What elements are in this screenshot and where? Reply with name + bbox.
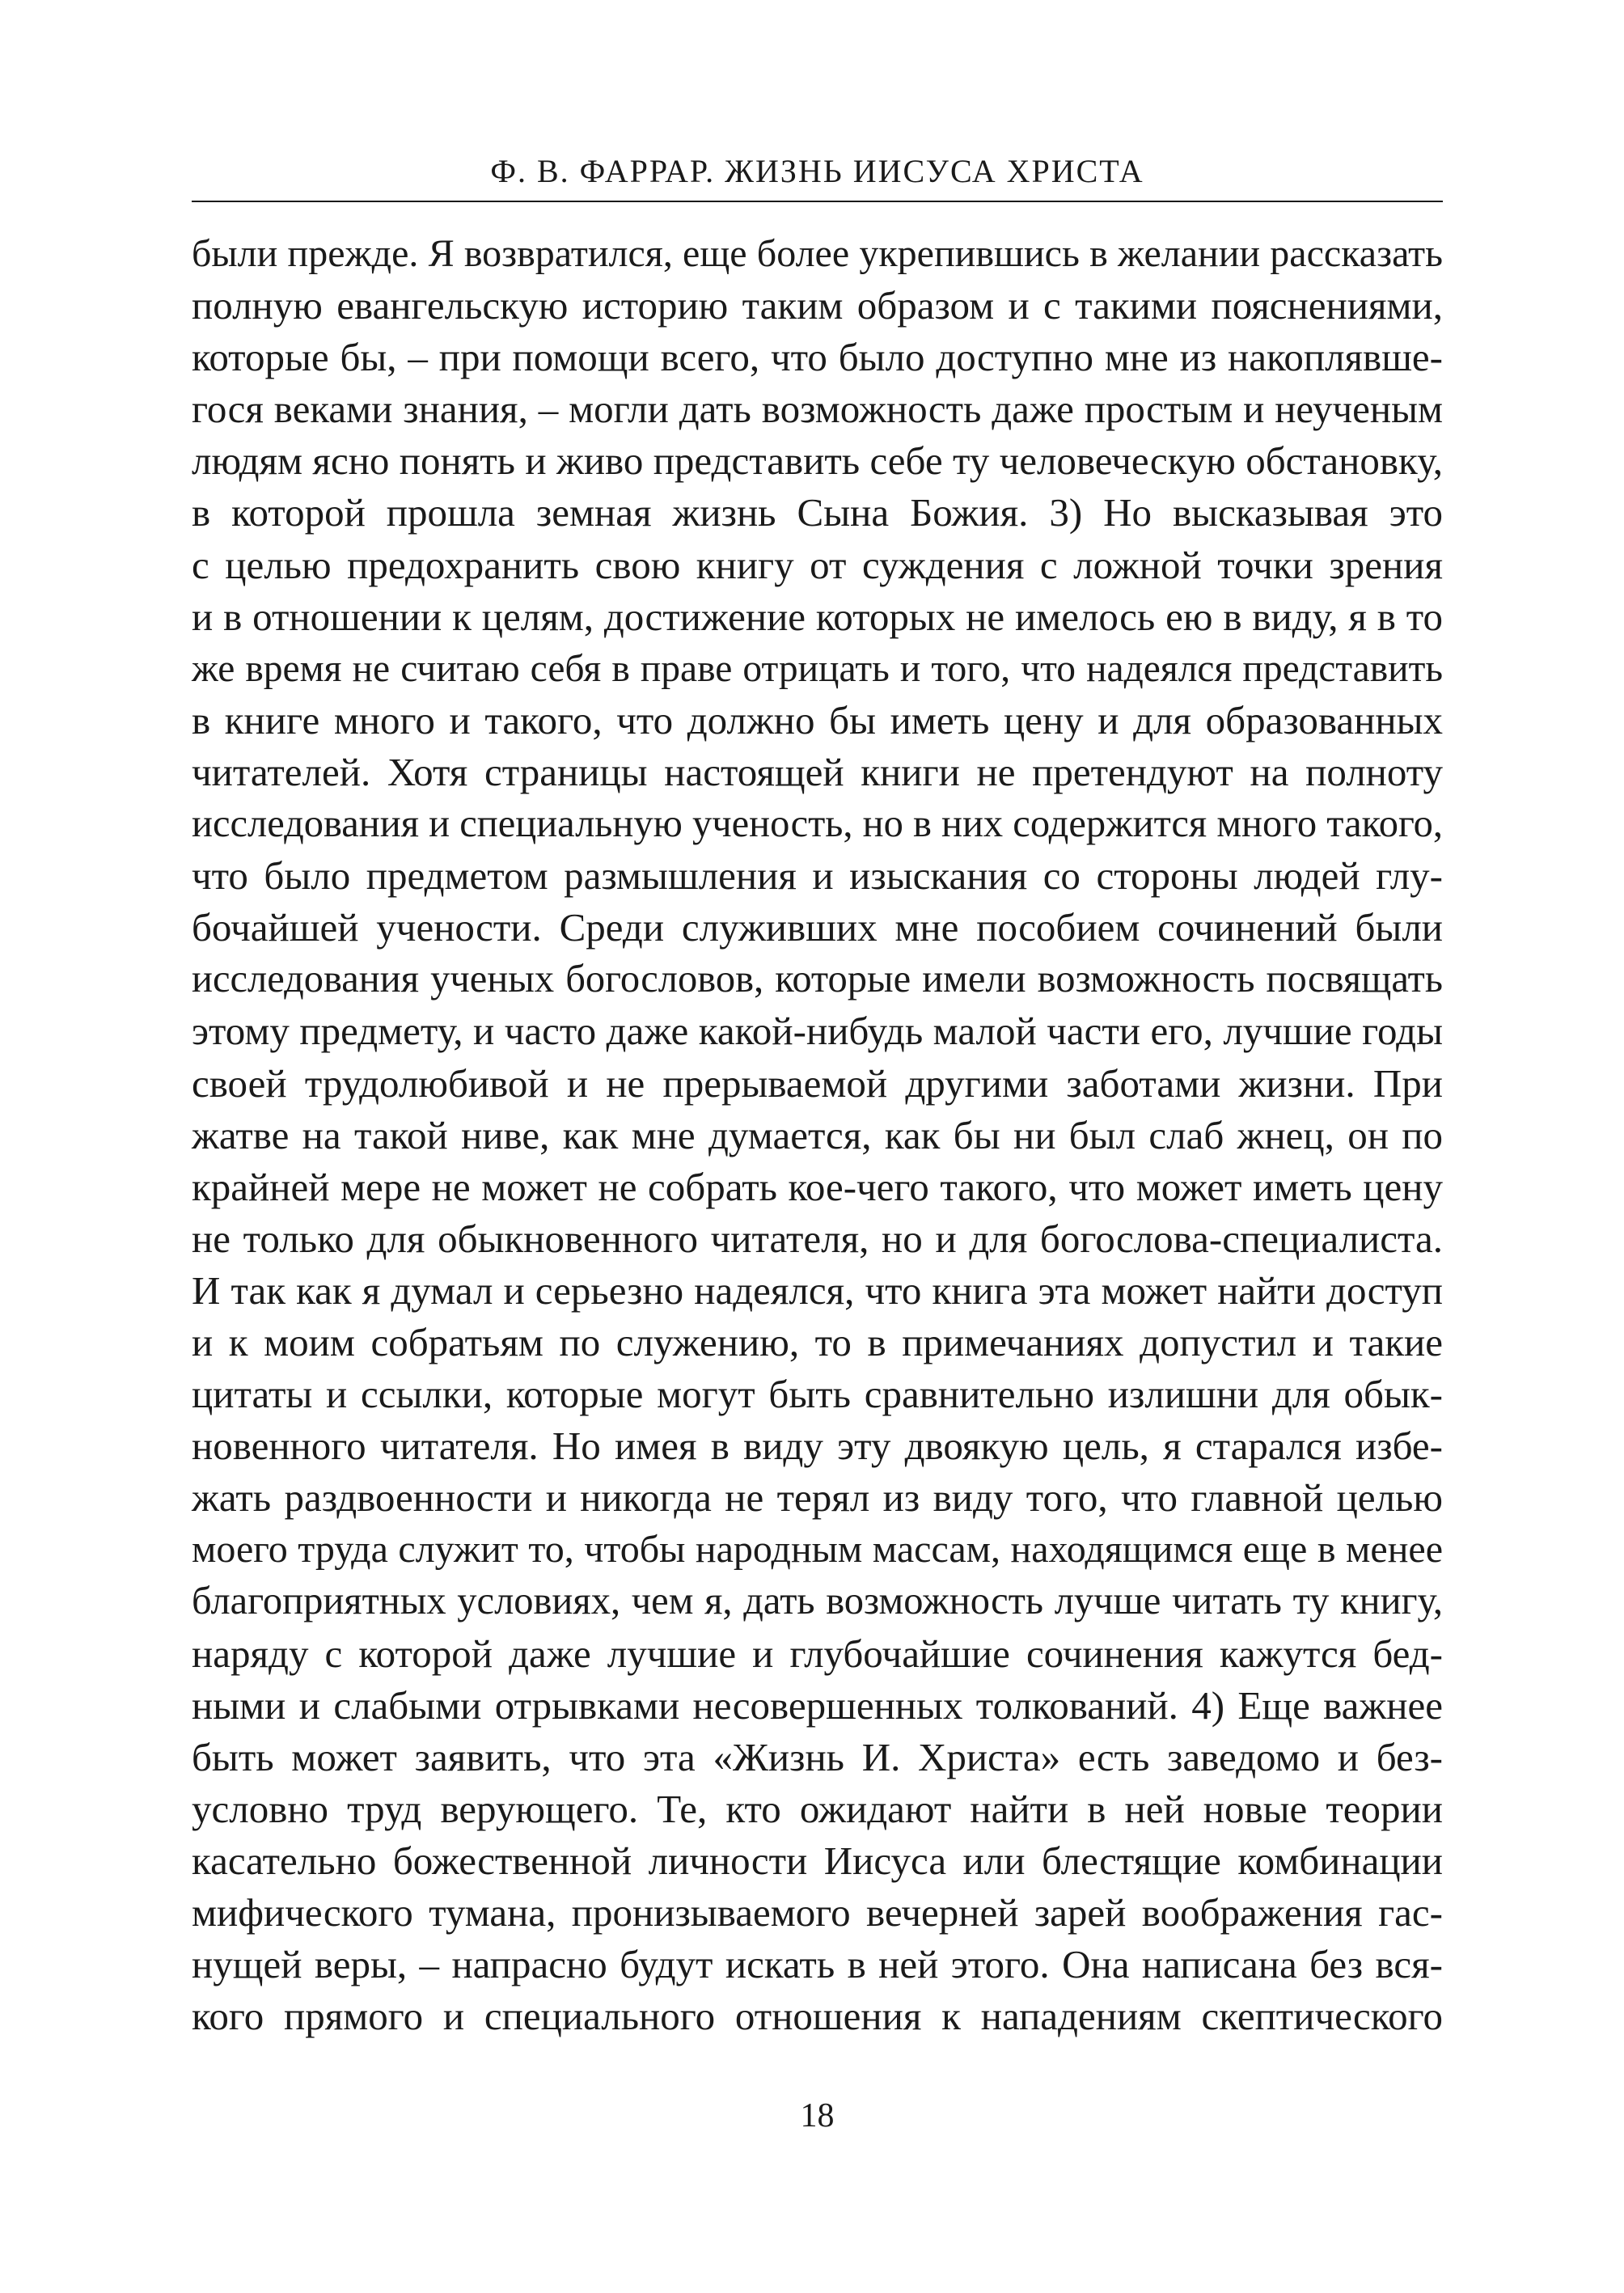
text-line: благоприятных условиях, чем я, дать возможность лучше читать ту книгу, xyxy=(192,1580,1443,1623)
text-line: исследования ученых богословов, которые имели возможность посвящать xyxy=(192,958,1443,1001)
text-line: с целью предохранить свою книгу от суждения с ложной точки зрения xyxy=(192,542,1443,587)
text-line: мифического тумана, пронизываемого вечерней зарей воображения гас- xyxy=(192,1890,1443,1935)
text-line: были прежде. Я возвратился, еще более укрепившись в желании рассказать xyxy=(192,232,1443,275)
text-line: крайней мере не может не собрать кое-чего такого, что может иметь цену xyxy=(192,1164,1443,1209)
page-number: 18 xyxy=(800,2097,835,2134)
text-line: быть может заявить, что эта «Жизнь И. Христа» есть заведомо и без- xyxy=(192,1734,1443,1779)
text-line: И так как я думал и серьезно надеялся, что книга эта может найти доступ xyxy=(192,1267,1443,1313)
text-line: полную евангельскую историю таким образом и с такими пояснениями, xyxy=(192,283,1443,328)
text-line: новенного читателя. Но имея в виду эту двоякую цель, я старался избе- xyxy=(192,1424,1443,1469)
body-text xyxy=(192,228,1443,2042)
text-line: касательно божественной личности Иисуса или блестящие комбинации xyxy=(192,1838,1443,1883)
text-line: в которой прошла земная жизнь Сына Божия. 3) Но высказывая это xyxy=(192,490,1443,535)
header-rule xyxy=(192,201,1443,202)
text-line: людям ясно понять и живо представить себе ту человеческую обстановку, xyxy=(192,438,1443,484)
text-line: нущей веры, – напрасно будут искать в ней этого. Она написана без вся- xyxy=(192,1942,1443,1987)
text-line: этому предмету, и часто даже какой-нибудь малой части его, лучшие годы xyxy=(192,1009,1443,1054)
text-line: же время не считаю себя в праве отрицать и того, что надеялся представить xyxy=(192,647,1443,690)
text-line: цитаты и ссылки, которые могут быть сравнительно излишни для обык- xyxy=(192,1372,1443,1417)
text-line: не только для обыкновенного читателя, но и для богослова-специалиста. xyxy=(192,1216,1443,1261)
text-line: наряду с которой даже лучшие и глубочайшие сочинения кажутся бед- xyxy=(192,1631,1443,1676)
text-line: ными и слабыми отрывками несовершенных толкований. 4) Еще важнее xyxy=(192,1682,1443,1728)
text-line: которые бы, – при помощи всего, что было доступно мне из накоплявше- xyxy=(192,335,1443,380)
text-line: и в отношении к целям, достижение которых не имелось ею в виду, я в то xyxy=(192,594,1443,639)
text-line: моего труда служит то, чтобы народным массам, находящимся еще в менее xyxy=(192,1528,1443,1572)
text-line: жать раздвоенности и никогда не терял из виду того, что главной целью xyxy=(192,1475,1443,1521)
text-line: и к моим собратьям по служению, то в примечаниях допустил и такие xyxy=(192,1319,1443,1364)
running-header: Ф. В. ФАРРАР. ЖИЗНЬ ИИСУСА ХРИСТА xyxy=(490,153,1144,189)
text-line: что было предметом размышления и изыскания со стороны людей глу- xyxy=(192,853,1443,899)
text-line: гося веками знания, – могли дать возможность даже простым и неученым xyxy=(192,387,1443,432)
text-line: условно труд верующего. Те, кто ожидают найти в ней новые теории xyxy=(192,1786,1443,1831)
text-line: исследования и специальную ученость, но в них содержится много такого, xyxy=(192,802,1444,846)
text-line: в книге много и такого, что должно бы иметь цену и для образованных xyxy=(192,697,1443,742)
text-line: читателей. Хотя страницы настоящей книги не претендуют на полноту xyxy=(192,749,1443,794)
text-line: кого прямого и специального отношения к нападениям скептического xyxy=(192,1994,1443,2039)
text-line: своей трудолюбивой и не прерываемой другими заботами жизни. При xyxy=(192,1060,1443,1106)
text-line: жатве на такой ниве, как мне думается, как бы ни был слаб жнец, он по xyxy=(192,1112,1443,1157)
text-line: бочайшей учености. Среди служивших мне пособием сочинений были xyxy=(192,905,1443,950)
